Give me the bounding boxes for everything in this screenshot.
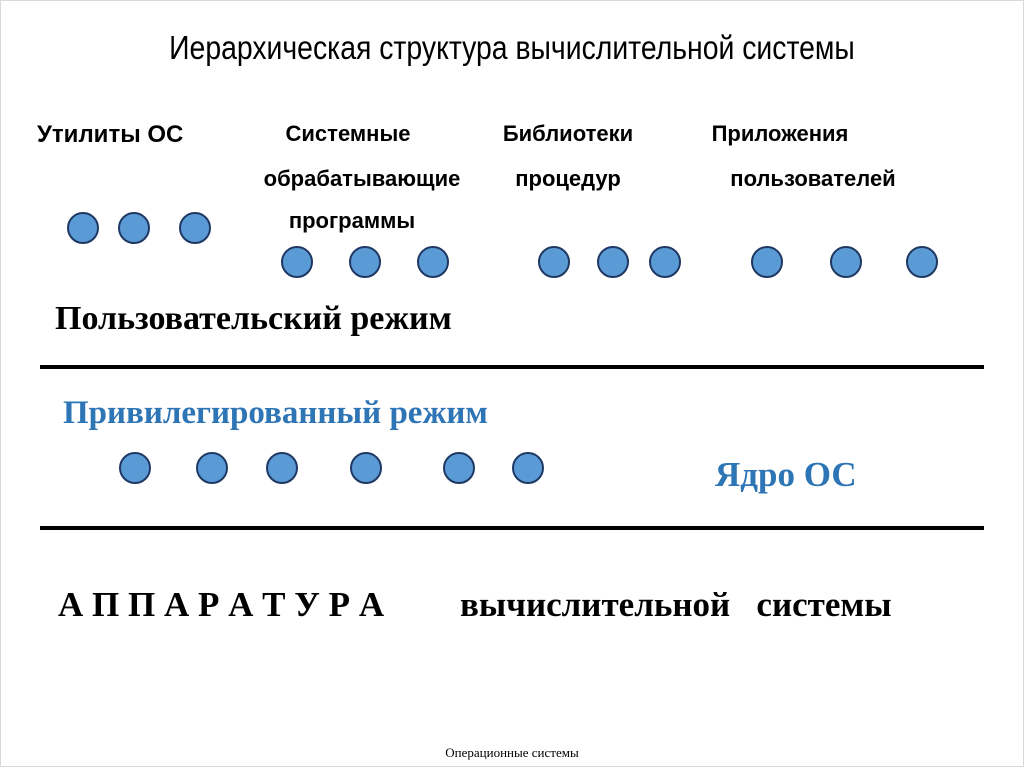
group-label-applications-line1: Приложения [711, 121, 849, 146]
utility-node [67, 212, 99, 244]
application-node [906, 246, 938, 278]
group-label-libraries-line2: процедур [515, 166, 621, 191]
library-node [597, 246, 629, 278]
system-program-node [417, 246, 449, 278]
system-program-node [349, 246, 381, 278]
kernel-node [350, 452, 382, 484]
kernel-label: Ядро ОС [715, 455, 857, 494]
utility-node [179, 212, 211, 244]
group-label-system-programs-line2: обрабатывающие [263, 166, 461, 191]
utility-node [118, 212, 150, 244]
hardware-rest: вычислительной системы [460, 585, 892, 624]
kernel-node [443, 452, 475, 484]
kernel-node [196, 452, 228, 484]
group-label-utilities: Утилиты ОС [37, 121, 184, 148]
privileged-hardware-divider [40, 526, 984, 530]
kernel-node [266, 452, 298, 484]
application-node [751, 246, 783, 278]
library-node [538, 246, 570, 278]
user-mode-label: Пользовательский режим [55, 300, 452, 337]
application-node [830, 246, 862, 278]
privileged-mode-label: Привилегированный режим [63, 395, 488, 431]
user-privileged-divider [40, 365, 984, 369]
kernel-node [119, 452, 151, 484]
library-node [649, 246, 681, 278]
slide-title: Иерархическая структура вычислительной системы [169, 29, 855, 66]
group-label-applications-line2: пользователей [730, 166, 896, 191]
group-label-libraries-line1: Библиотеки [502, 121, 634, 146]
footer-text: Операционные системы [445, 745, 579, 760]
kernel-node [512, 452, 544, 484]
group-label-system-programs-line1: Системные [285, 121, 411, 146]
system-program-node [281, 246, 313, 278]
hardware-word: А П П А Р А Т У Р А [58, 585, 385, 624]
group-label-system-programs-line3: программы [288, 208, 416, 233]
